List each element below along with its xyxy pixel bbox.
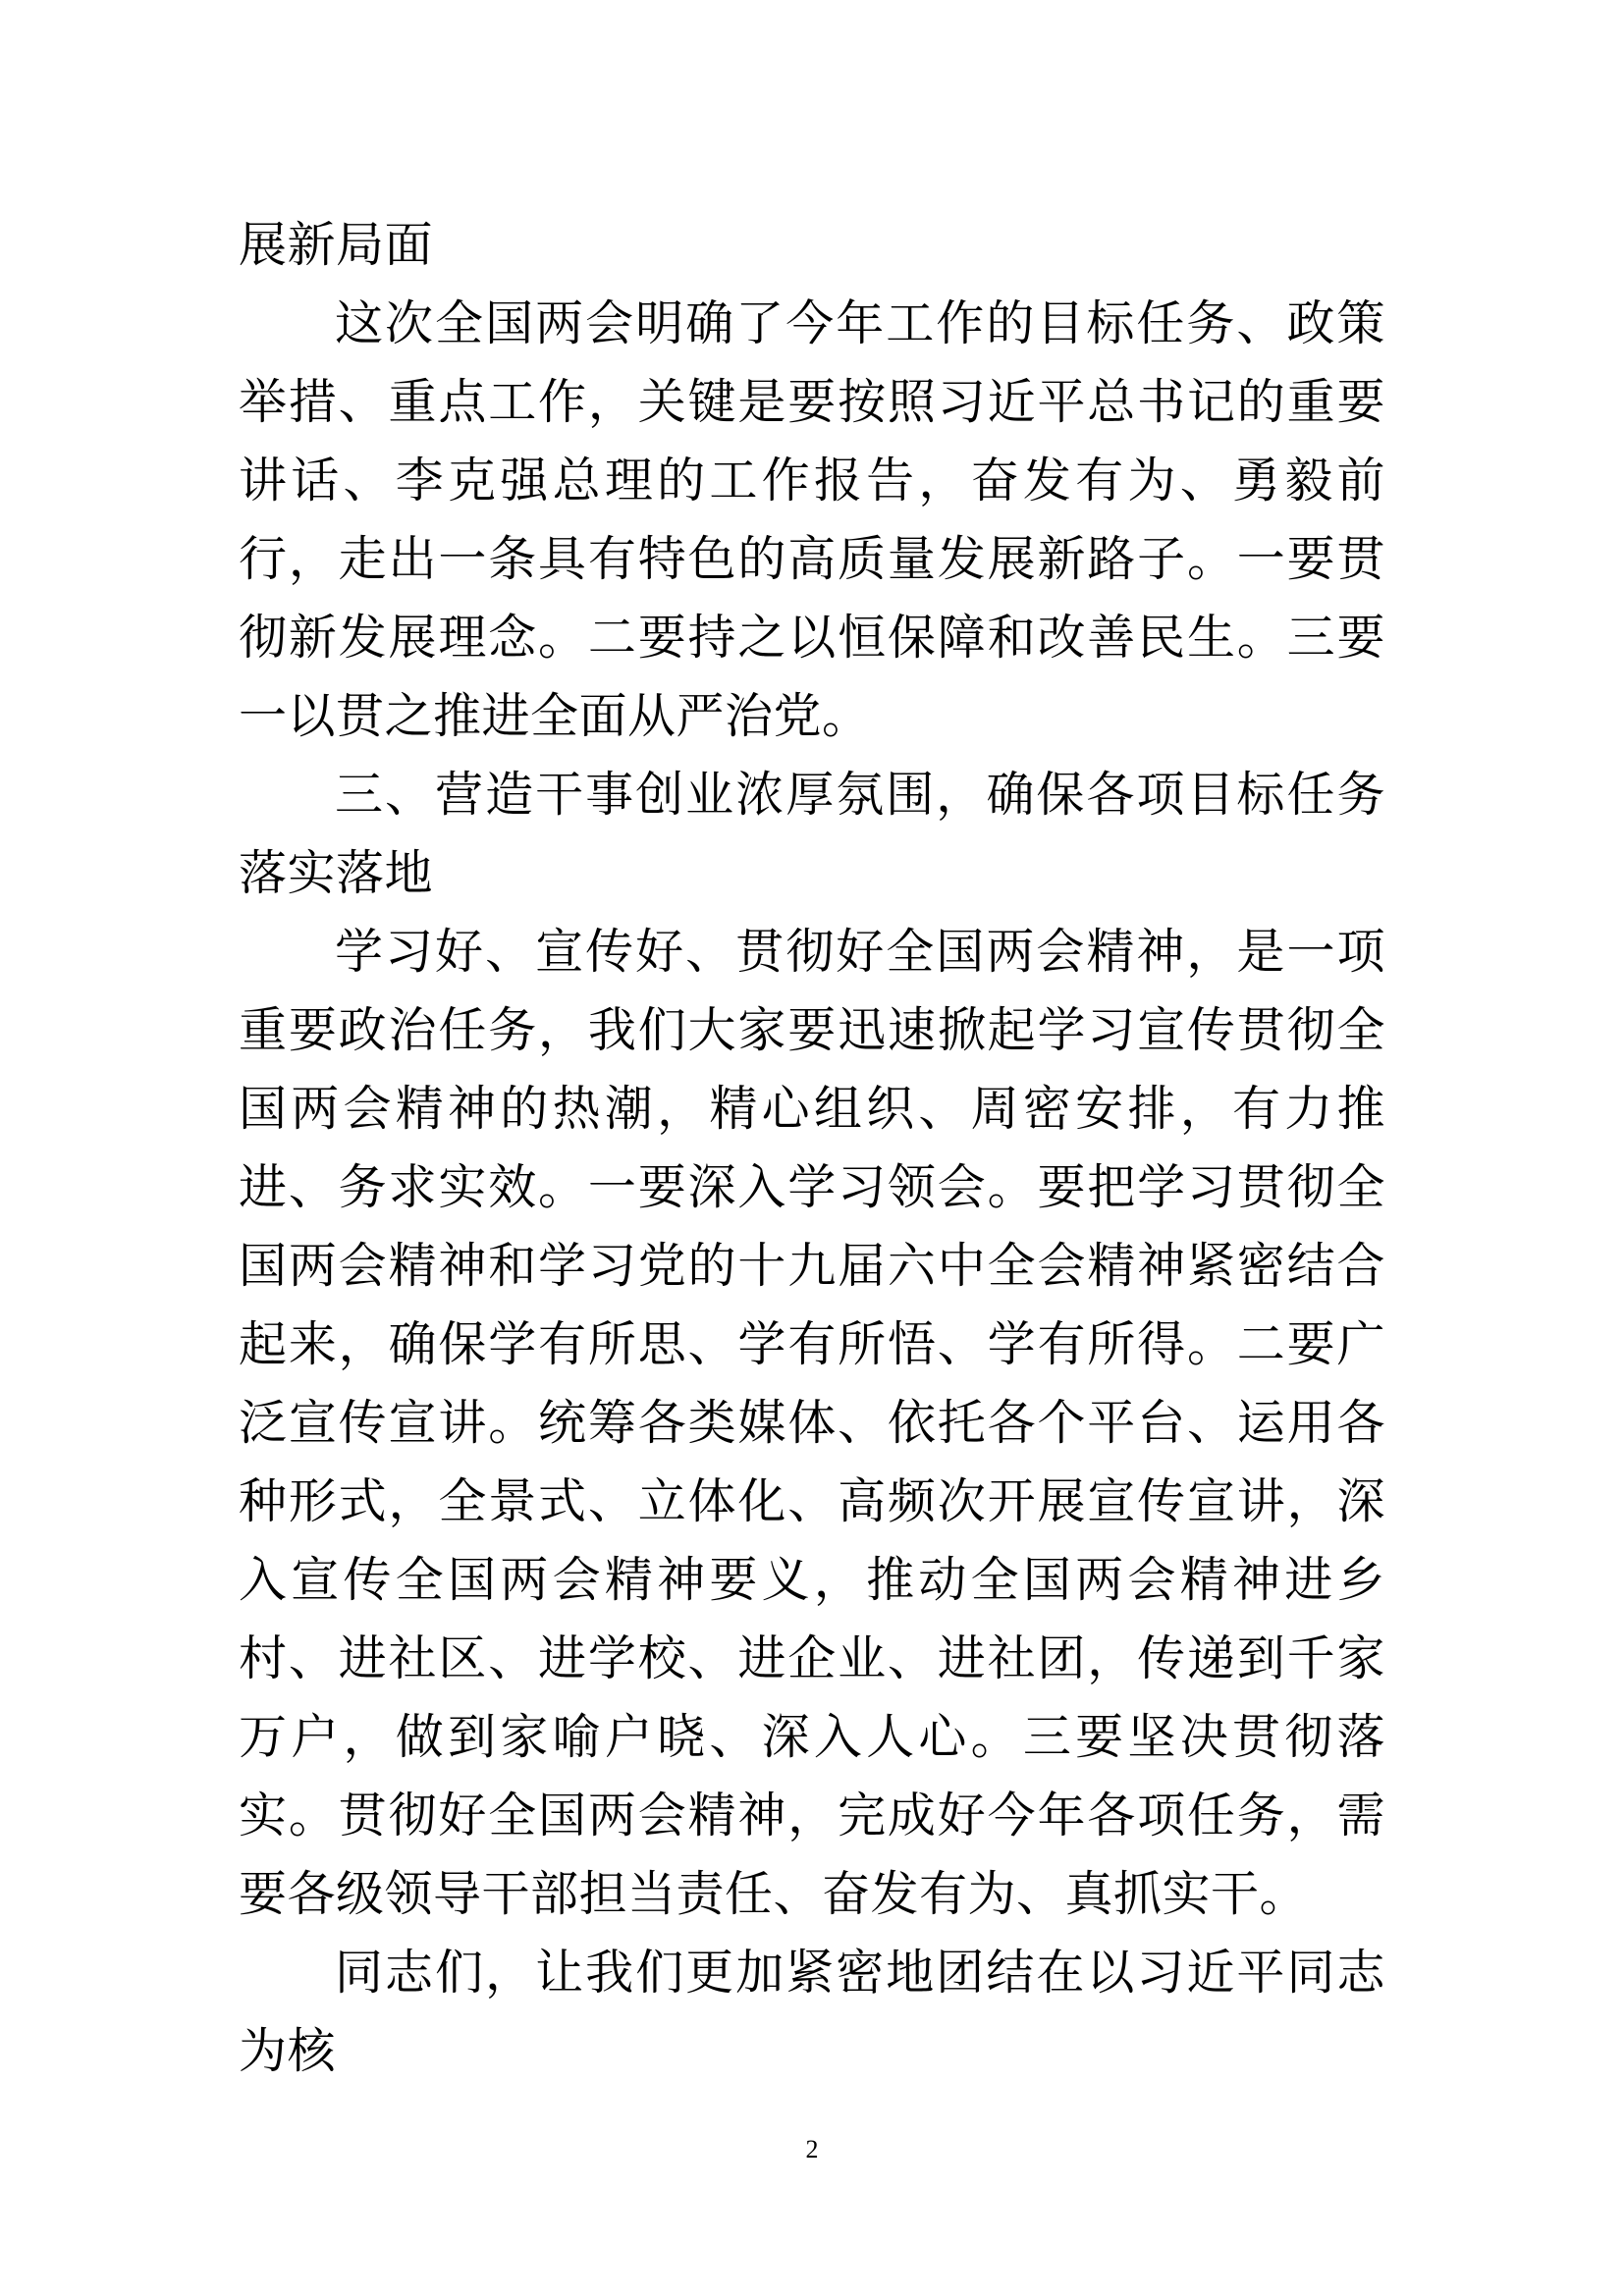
paragraph-3-heading: 三、营造干事创业浓厚氛围，确保各项目标任务落实落地 — [239, 769, 1385, 900]
paragraph-1: 展新局面 — [239, 219, 434, 272]
paragraph-5: 同志们，让我们更加紧密地团结在以习近平同志为核 — [239, 1947, 1385, 2078]
document-body — [239, 206, 1385, 2091]
paragraph-2: 这次全国两会明确了今年工作的目标任务、政策举措、重点工作，关键是要按照习近平总书记的重要讲话、李克强总理的工作报告，奋发有为、勇毅前行，走出一条具有特色的高质量发展新路子。一要贯彻新发展理念。二要持之以恒保障和改善民生。三要一以贯之推进全面从严治党。 — [239, 297, 1385, 743]
page-number: 2 — [805, 2135, 819, 2163]
paragraph-4: 学习好、宣传好、贯彻好全国两会精神，是一项重要政治任务，我们大家要迅速掀起学习宣传贯彻全国两会精神的热潮，精心组织、周密安排，有力推进、务求实效。一要深入学习领会。要把学习贯彻全国两会精神和学习党的十九届六中全会精神紧密结合起来，确保学有所思、学有所悟、学有所得。二要广泛宣传宣讲。统筹各类媒体、依托各个平台、运用各种形式，全景式、立体化、高频次开展宣传宣讲，深入宣传全国两会精神要义，推动全国两会精神进乡村、进社区、进学校、进企业、进社团，传递到千家万户，做到家喻户晓、深入人心。三要坚决贯彻落实。贯彻好全国两会精神，完成好今年各项任务，需要各级领导干部担当责任、奋发有为、真抓实干。 — [239, 926, 1385, 1921]
